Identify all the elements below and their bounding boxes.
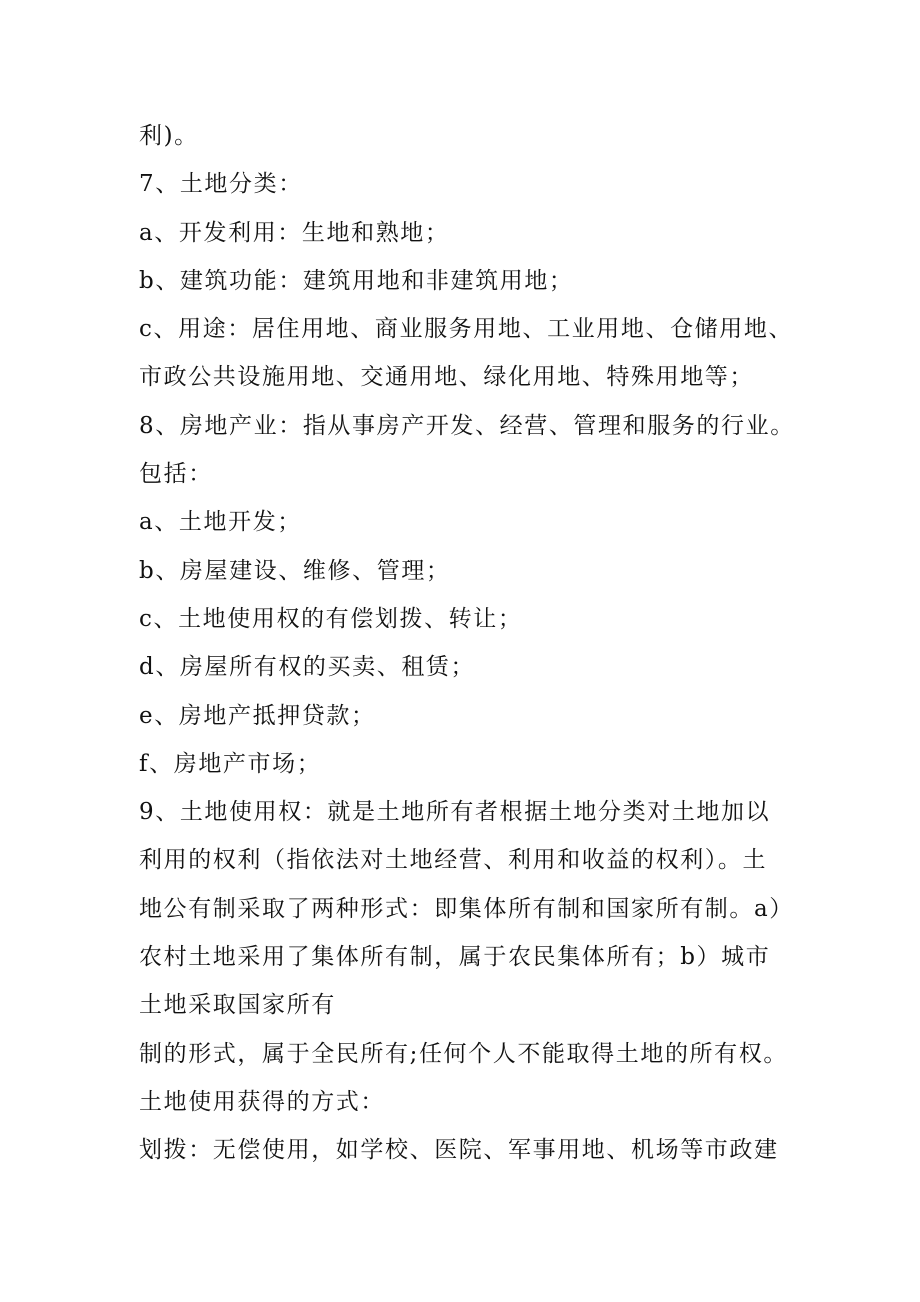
- section-heading-real-estate-industry: 8、房地产业：指从事房产开发、经营、管理和服务的行业。: [139, 412, 795, 439]
- list-item: e、房地产抵押贷款；: [139, 702, 376, 729]
- list-item: a、土地开发；: [139, 509, 302, 536]
- list-item: f、房地产市场；: [139, 750, 322, 777]
- text-line: 土地使用获得的方式：: [139, 1088, 385, 1115]
- text-line: 制的形式，属于全民所有;任何个人不能取得土地的所有权。: [139, 1040, 788, 1067]
- list-item: c、用途：居住用地、商业服务用地、工业用地、仓储用地、: [139, 316, 794, 343]
- list-item: b、房屋建设、维修、管理；: [139, 557, 451, 584]
- section-heading-land-use-rights: 9、土地使用权：就是土地所有者根据土地分类对土地加以: [139, 799, 771, 826]
- text-line: 市政公共设施用地、交通用地、绿化用地、特殊用地等；: [139, 364, 754, 391]
- list-item: b、建筑功能：建筑用地和非建筑用地；: [139, 267, 574, 294]
- section-heading-land-classification: 7、土地分类：: [139, 171, 303, 198]
- text-line: 划拨：无偿使用，如学校、医院、军事用地、机场等市政建: [139, 1137, 779, 1164]
- list-item: d、房屋所有权的买卖、租赁；: [139, 654, 476, 681]
- text-line: 包括：: [139, 461, 213, 488]
- text-line: 农村土地采用了集体所有制，属于农民集体所有；b）城市: [139, 944, 771, 971]
- document-body: [139, 112, 819, 1175]
- text-line: 利用的权利（指依法对土地经营、利用和收益的权利）。土: [139, 847, 768, 874]
- list-item: a、开发利用：生地和熟地；: [139, 219, 450, 246]
- text-line: 地公有制采取了两种形式：即集体所有制和国家所有制。a）: [139, 895, 794, 922]
- text-line: 土地采取国家所有: [139, 992, 336, 1019]
- list-item: c、土地使用权的有偿划拨、转让；: [139, 605, 523, 632]
- text-line: 利)。: [139, 123, 199, 149]
